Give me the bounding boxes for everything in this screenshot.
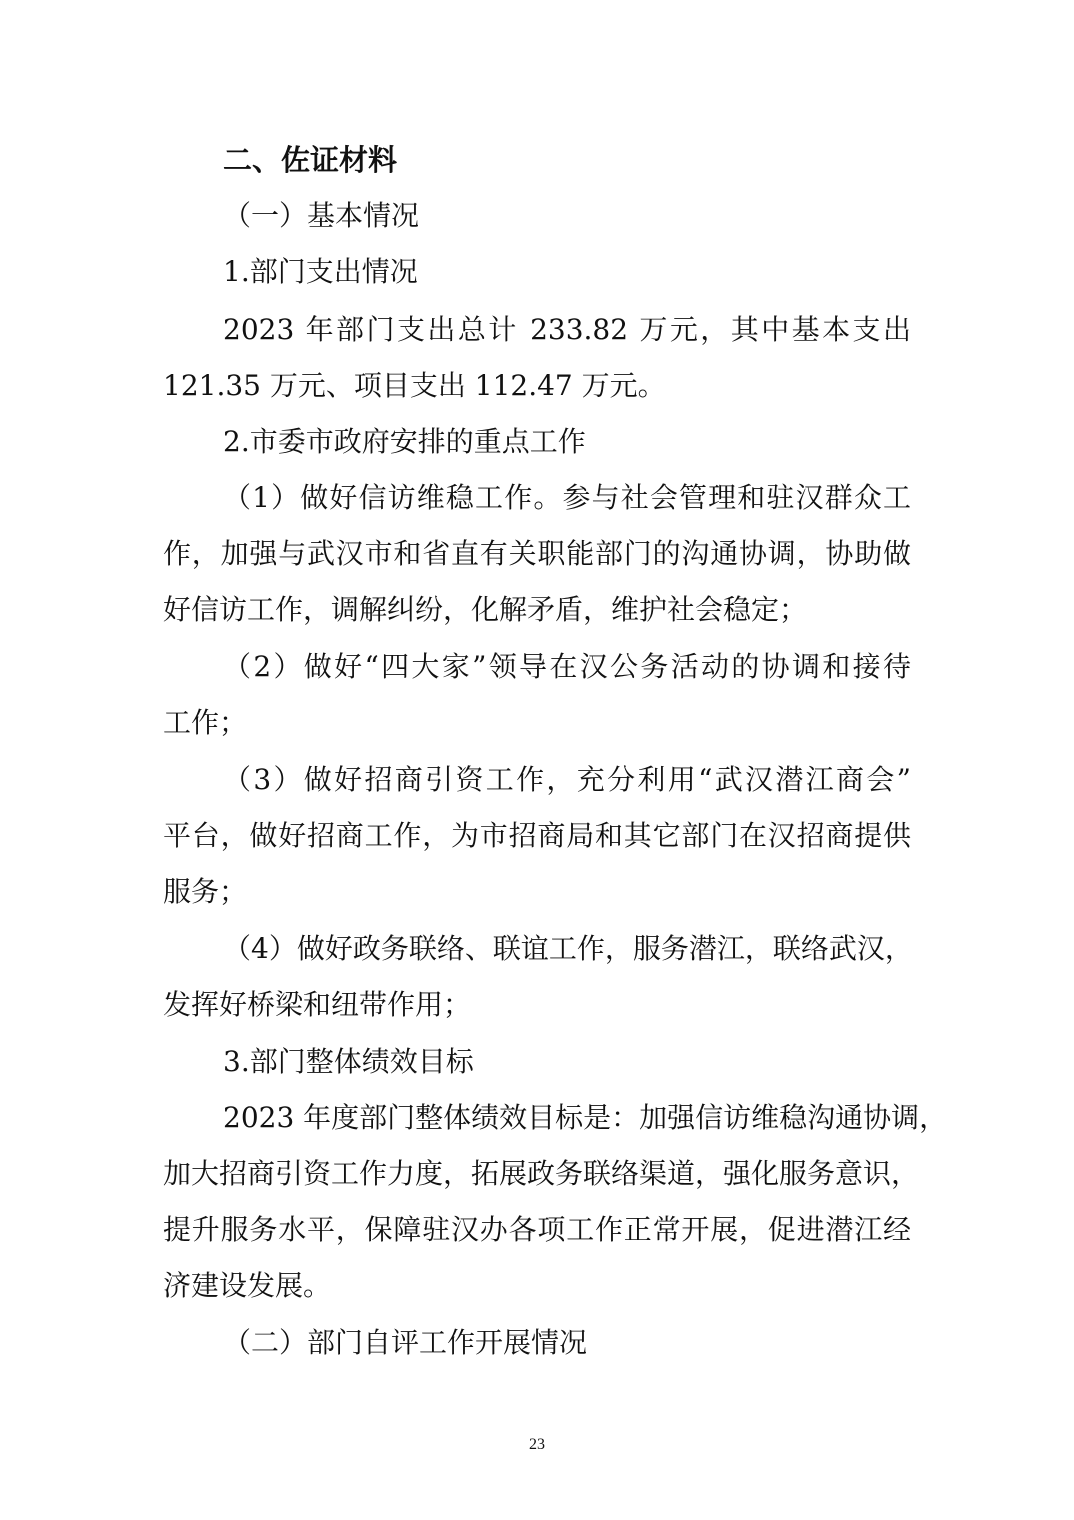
point-2-line: 工作； — [163, 706, 248, 739]
point-1-line: （1）做好信访维稳工作。参与社会管理和驻汉群众工 — [223, 481, 911, 514]
point-4-line: 发挥好桥梁和纽带作用； — [163, 988, 472, 1021]
item-3-body-line: 加大招商引资工作力度，拓展政务联络渠道，强化服务意识， — [163, 1157, 920, 1190]
point-3-line: （3）做好招商引资工作，充分利用“武汉潜江商会” — [223, 763, 911, 796]
sub-heading-self-evaluation: （二）部门自评工作开展情况 — [223, 1326, 588, 1359]
item-1-body-line: 121.35 万元、项目支出 112.47 万元。 — [163, 369, 666, 402]
point-1-line: 好信访工作，调解纠纷，化解矛盾，维护社会稳定； — [163, 593, 808, 626]
point-2-line: （2）做好“四大家”领导在汉公务活动的协调和接待 — [223, 650, 911, 683]
point-3-line: 平台，做好招商工作，为市招商局和其它部门在汉招商提供 — [163, 819, 911, 852]
item-1-title: 1.部门支出情况 — [223, 255, 418, 288]
item-3-body-line: 2023 年度部门整体绩效目标是：加强信访维稳沟通协调， — [223, 1101, 948, 1134]
item-3-body-line: 提升服务水平，保障驻汉办各项工作正常开展，促进潜江经 — [163, 1213, 911, 1246]
item-3-title: 3.部门整体绩效目标 — [223, 1045, 474, 1078]
item-2-title: 2.市委市政府安排的重点工作 — [223, 425, 586, 458]
point-4-line: （4）做好政务联络、联谊工作，服务潜江，联络武汉， — [223, 932, 913, 965]
item-1-body-line: 2023 年部门支出总计 233.82 万元，其中基本支出 — [223, 313, 911, 346]
point-3-line: 服务； — [163, 875, 248, 908]
sub-heading-basic-info: （一）基本情况 — [223, 199, 420, 232]
point-1-line: 作，加强与武汉市和省直有关职能部门的沟通协调，协助做 — [163, 537, 911, 570]
section-heading: 二、佐证材料 — [223, 143, 398, 177]
page-number: 23 — [529, 1436, 545, 1453]
item-3-body-line: 济建设发展。 — [163, 1269, 332, 1302]
